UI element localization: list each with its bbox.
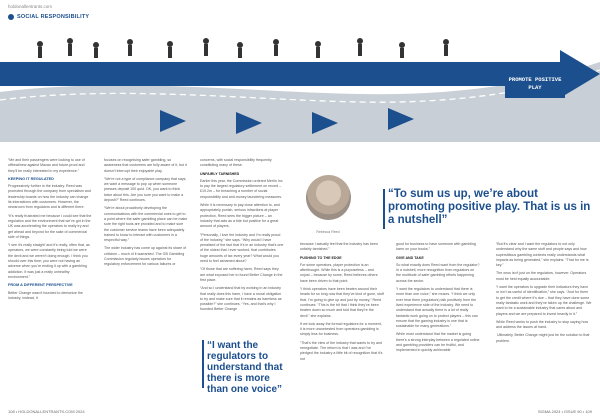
article-column-3: concerns, with social responsibility frequently constituting many of these. UNFAIRLY TARNISHED Earlier this year, the Commission ordered Merlin Inc to pay the largest regulatory settlement on record – £19.2m – for breaching a number of social responsibility and anti-money laundering measures. While it is necessary to pay close attention to, and appropriately punish, serious infractions at player protection, Reed sees the bigger picture – an industry that acts as a tide but positive for a great amount of players. “Personally, I love the industry and I’m really proud of the industry,” she says. “Why would I have penalised of the fact that it’s in an industry that’s one of the oldest that I ever worked, that contributes huge amounts of tax every year? What would you need to feel ashamed about? “Of those that are suffering harm, Reed says they are what exposed her to found Better Change in the first place. “And so I understand that by working in an industry that really does this harm, I have a moral obligation to try and make sure that it remains as harmless as possible?” she continues. “Yes, and that’s why I founded Better Change <box>200 158 284 312</box>
article-column-6: “But it’s clear and I want the regulators to not only understand why the same stuff and people says and how superstitious gambling contexts really understands what impacts as being generated,” she explains. “That for me is key.” The onus isn’t just on the regulators, however. Operators must be held equally accountable. “I want the operators to upgrade their indicators they have or isn’t as useful of identification,” she says. “And for them to get the credit where it’s due – that they have done some really fantastic work and they’ve taken up the challenge. We want to be a sustainable industry that cares about and players and we are prepared to invest heavily in it.” While Reed works to push the industry to stop saying how and address the issues at hand. Ultimately, Better Change might just be the solution to that problem. <box>496 242 592 343</box>
section-header <box>8 14 89 20</box>
article-column-5: good for business to have someone with gambling harm on your books.” GIVE AND TAKE So what exactly does Reed want from the regulator? In a nutshell, more recognition from regulators on the multitude of safer gambling efforts happening across the sector. “I want the regulators to understand that there is more than one voice,” she muses. “I think we only ever hear them (regulators) talk positively from the lived experience side of the industry. We need to understand that actually there is a lot of really fantastic work going on to protect players – this can ensure that the gaming industry is one that is sustainable for many generations.” While most understand that the market is going there’s a strong interplay between a regulated online and gambling providers can be fruitful, and implemented in quickly achievable <box>396 242 480 353</box>
article-column-2: focuses on recognising safer gambling, so awareness that customers are fully aware of it, but it doesn’t interrupt their enjoyable play. “We’re not a type of compliance company that says, we want a message to pop up when someone presses deposit 100 quid. OK, you want to think twice about this. Are you sure you want to make a deposit?” Reed continues. “We’re about proactively developing the communications with the commercial ones to get to a point where the safer gambling place can be make sure the right tools are provided and to make sure the customer service teams have been adequately trained to know to interact with customers in a respectful way.” The wider industry has come up against its share of criticism – much of it warranted. The GB Gambling Commission regularly issues operators for regulatory enforcement for various failures or <box>104 158 188 267</box>
pull-quote-large: “To sum us up, we’re about promoting positive play. That is us in a nutshell” <box>388 188 593 227</box>
article-column-1: “Me and their passengers were looking to use of offbeat/new against Macao and future-proof and they’ll be really interested in my experience.” KEEPING IT REGULATED Progressively further in the industry. Reed was promoted through the company from specialism and leadership boards on how the industry can change its interactions with customers. However, the newsroom from regulators and is different there. “It’s really frustrated me because I could see that the regulation and the environment that we’ve got in the UK was accelerating the operators to really try and get ahead and beyond for the sake of commercial side of things. “I see it’s really straight’ and it’s really, often that, as operators, we were constantly being told we were the devil and we weren’t doing enough. I think you should over this time; you were not having an adverse when you’re ending it up with a gambling addiction. It was just a really unhealthy environment.” FROM A DIFFERENT PERSPECTIVE Better Change wasn’t founded to demonize the industry, instead, it <box>8 158 92 300</box>
section-title: SOCIAL RESPONSIBILITY <box>17 14 90 20</box>
pull-quote-small: “I want the regulators to understand that there is more than one voice” <box>207 340 292 395</box>
hero-figures <box>37 38 449 58</box>
subheading: UNFAIRLY TARNISHED <box>200 171 240 176</box>
section-bullet-icon <box>8 14 14 20</box>
page-footer-right: SIGMA 2024 • ISSUE 90 • 109 <box>537 409 592 414</box>
portrait-photo <box>306 175 351 220</box>
promote-positive-play-badge: PROMOTE POSITIVE PLAY <box>505 70 565 98</box>
subheading: GIVE AND TAKE <box>396 255 424 260</box>
portrait-caption: Rebecca Reed <box>316 230 340 234</box>
subheading: KEEPING IT REGULATED <box>8 176 54 181</box>
subheading: FROM A DIFFERENT PERSPECTIVE <box>8 283 73 288</box>
page-footer-left: 108 • HOLDONALLENTRANTS.COM 2024 <box>8 409 85 414</box>
article-column-4: because I actually feel that the industry has been unfairly tarnished.” PUSHING TO THE EDGE For some operators, player protection is an afterthought. While this is a purposeless – and unjust – because by some, Reed believes others have been driven to that point. “I think operators have been beaten around their heads for so long now that they’ve kind of gone, stuff that, I’m going to give up and just try money,” Reed continues. “This is the bit that I think they’ve been beaten down so much and told that they’re the devil.” she explains. If we look away the formal regulators for a moment, it is more uncontested from operators gambling is simply less for business. “That’s the view of the industry that wants to try and renegotiate. The reform is that I was and I’ve pledged the industry a little bit of recognition that it’s not <box>300 242 384 361</box>
site-url: holdonallentrants.com <box>8 4 53 9</box>
subheading: PUSHING TO THE EDGE <box>300 255 342 260</box>
